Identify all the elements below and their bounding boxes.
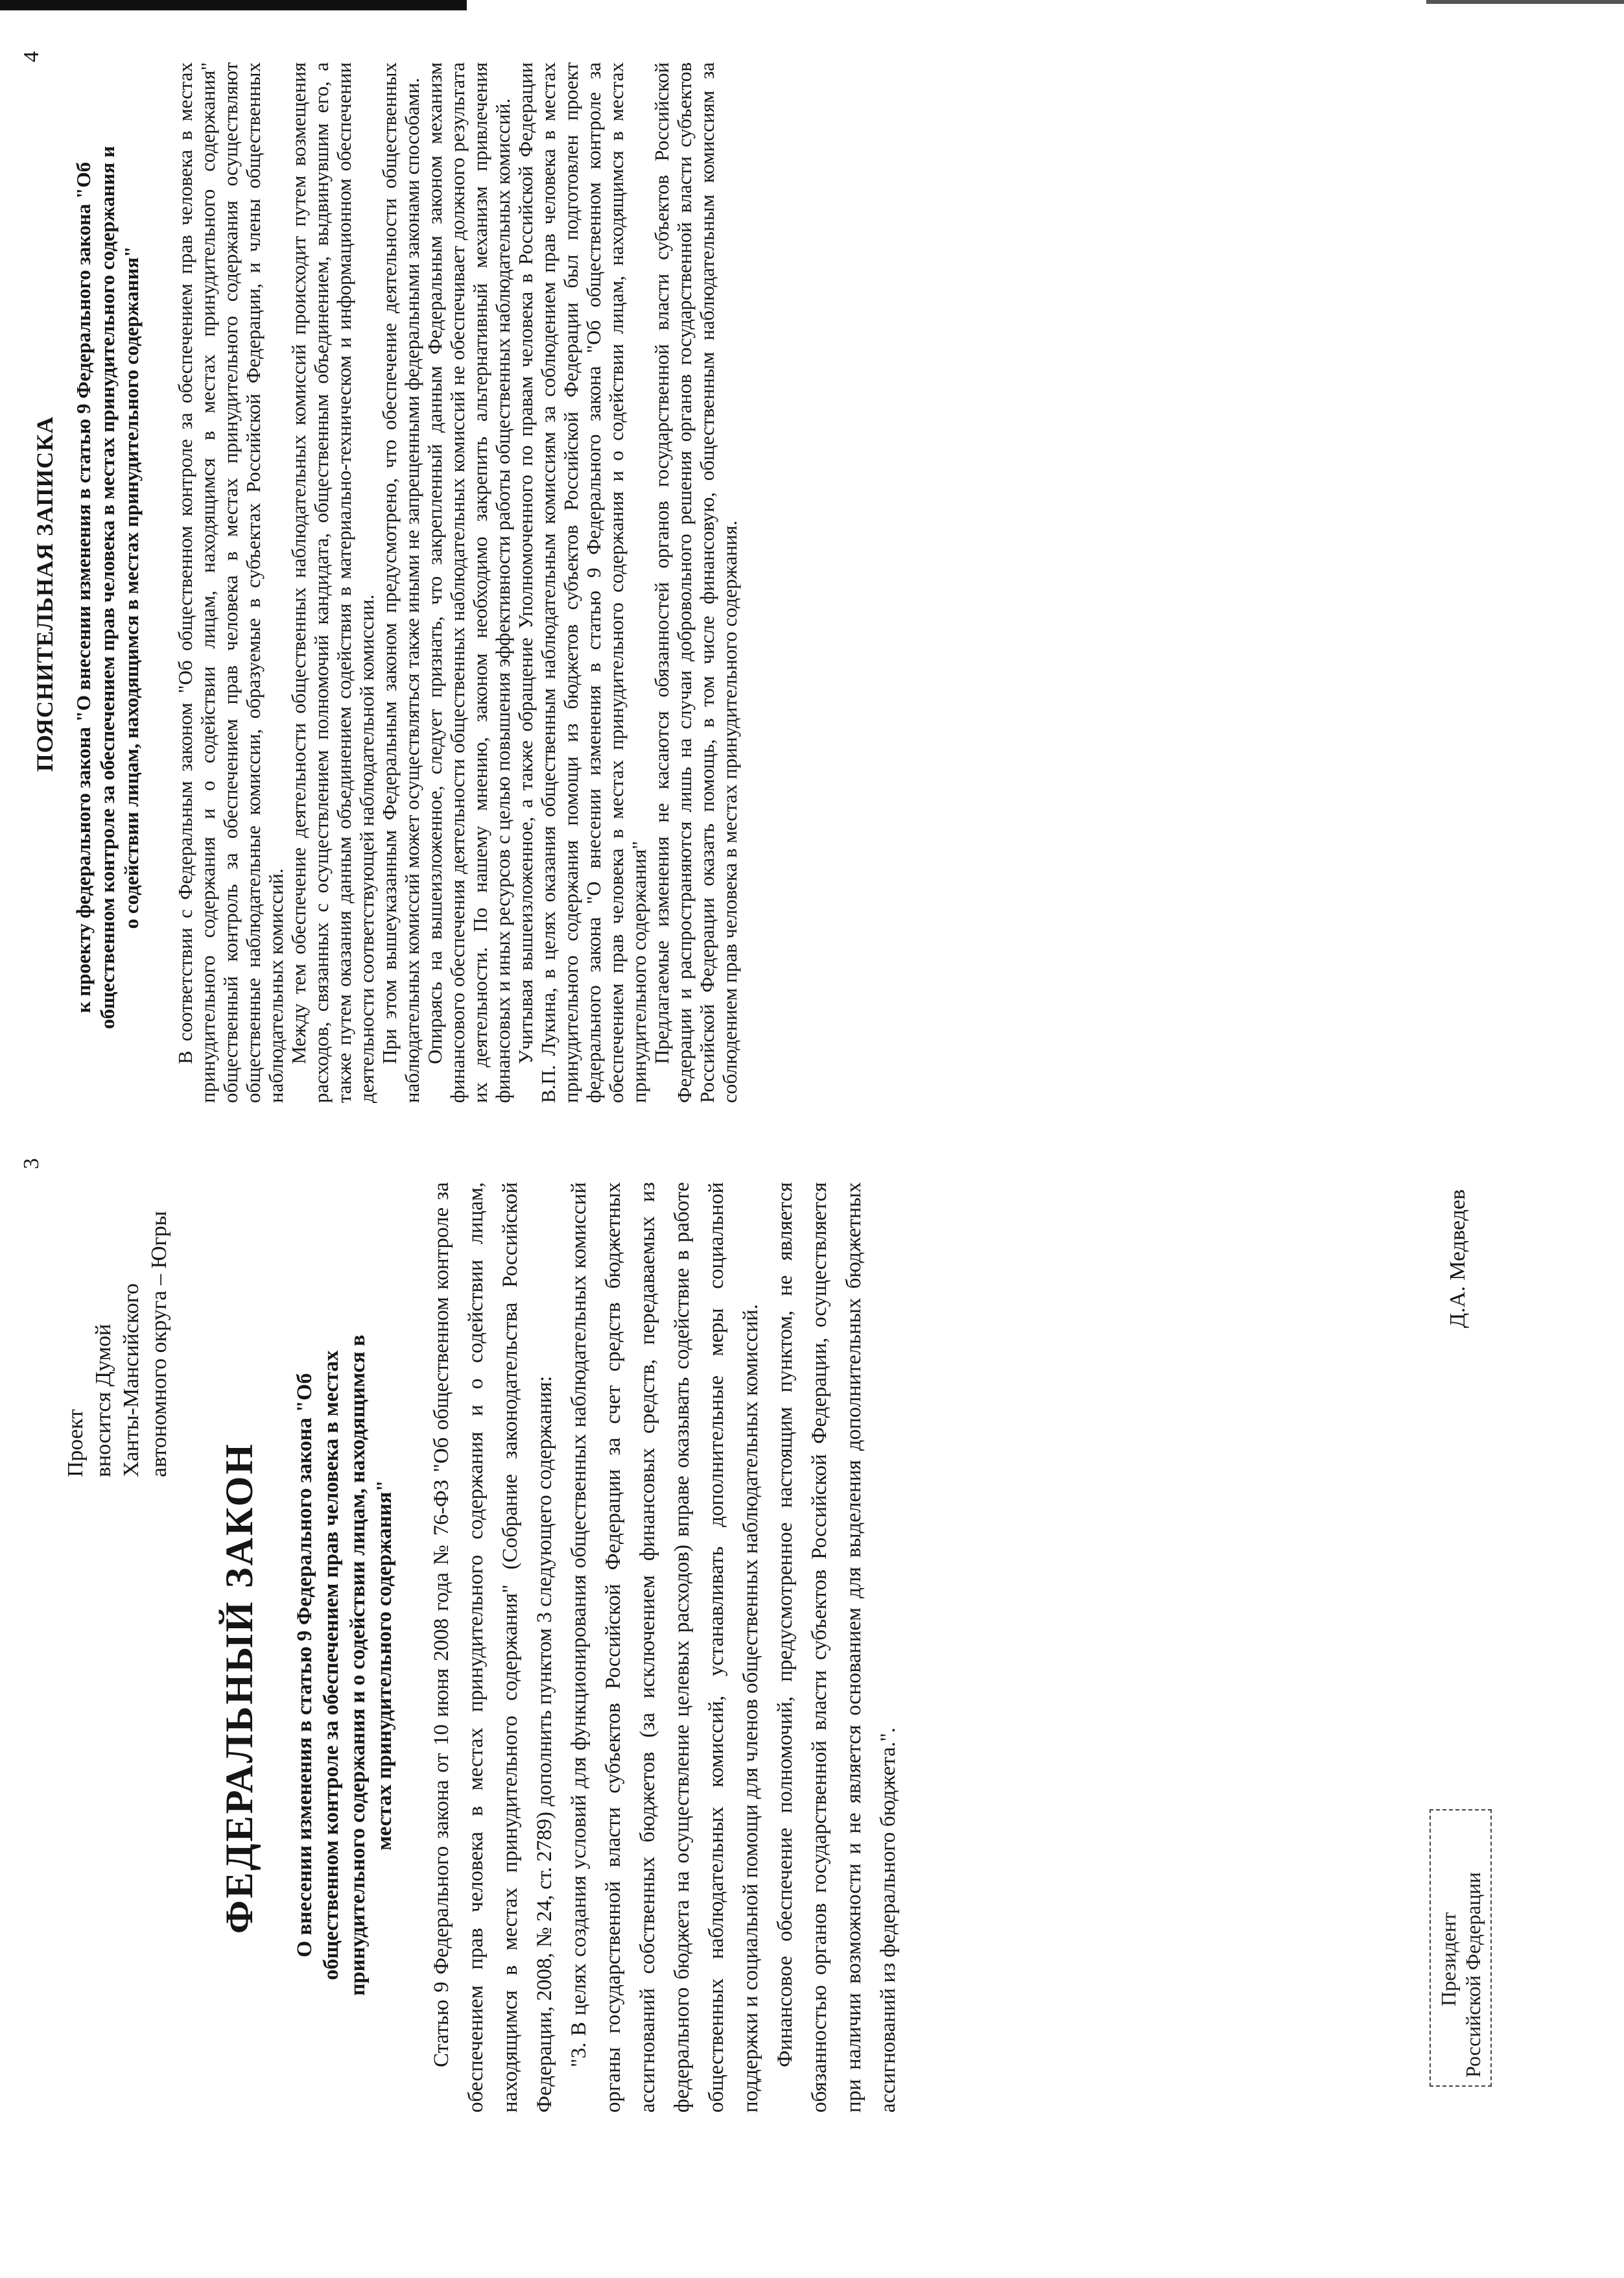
corner-mark: 4 — [19, 51, 43, 62]
region-line-1: Ханты-Мансийского — [119, 1283, 143, 1477]
introduced-by: вносится Думой — [91, 1323, 115, 1477]
note-body — [174, 62, 741, 1103]
law-body — [425, 1182, 906, 2113]
law-page — [0, 1139, 1624, 2278]
region-line-2: автономного округа – Югры — [147, 1211, 171, 1477]
law-title: ФЕДЕРАЛЬНЫЙ ЗАКОН — [218, 1442, 261, 1934]
law-subtitle: О внесении изменения в статью 9 Федерального закона "Об общественном контроле за обеспечением прав человека в местах принудительного содержания и о содействии лицам, находящимся в местах принудительного содержания" — [293, 1335, 396, 1996]
signature-name: Д.А. Медведев — [1446, 1189, 1470, 1328]
note-paragraph: В соответствии с Федеральным законом "Об общественном контроле за обеспечением прав человека в местах принудительного содержания и о содействии лицам, находящимся в местах принудительного содержания" общественный контроль за обеспечением прав человека в местах принудительного содержания осуществляют общественные наблюдательные комиссии, образуемые в субъектах Российской Федерации, и члены общественных наблюдательных комиссий. — [174, 62, 287, 1103]
stamp-line-2: Российской Федерации — [1461, 1872, 1485, 2078]
stamp-line-1: Президент — [1437, 1912, 1460, 2006]
note-paragraph: Учитывая вышеизложенное, а также обращение Уполномоченного по правам человека в Российской Федерации В.П. Лукина, в целях оказания общественным наблюдательным комиссиям за соблюдением прав человека в местах принудительного содержания помощи из бюджетов субъектов Российской Федерации был подготовлен проект федерального закона "О внесении изменения в статью 9 Федерального закона "Об общественном контроле за обеспечением прав человека в местах принудительного содержания и о содействии лицам, находящимся в местах принудительного содержания" — [514, 62, 650, 1103]
law-paragraph: Статью 9 Федерального закона от 10 июня 2008 года № 76-ФЗ "Об общественном контроле за обеспечением прав человека в местах принудительного содержания и о содействии лицам, находящимся в местах принудительного содержания" (Собрание законодательства Российской Федерации, 2008, № 24, ст. 2789) дополнить пунктом 3 следующего содержания: — [430, 1182, 556, 2113]
note-paragraph: При этом вышеуказанным Федеральным законом предусмотрено, что обеспечение деятельности общественных наблюдательных комиссий может осуществляться также иными не запрещенными федеральными законами способами. — [378, 62, 423, 1103]
note-paragraph: Предлагаемые изменения не касаются обязанностей органов государственной власти субъектов Российской Федерации и распространяются лишь на случаи добровольного решения органов государственной власти субъектов Российской Федерации оказать помощь, в том числе финансовую, общественным наблюдательным комиссиям за соблюдением прав человека в местах принудительного содержания. — [650, 62, 741, 1103]
presidential-stamp — [1430, 1809, 1492, 2087]
law-paragraph: "3. В целях создания условий для функционирования общественных наблюдательных комиссий органы государственной власти субъектов Российской Федерации за счет средств бюджетных ассигнований собственных бюджетов (за исключением финансовых средств, передаваемых из федерального бюджета на осуществление целевых расходов) вправе оказывать содействие в работе общественных наблюдательных комиссий, устанавливать дополнительные меры социальной поддержки и социальной помощи для членов общественных наблюдательных комиссий. — [567, 1182, 762, 2113]
project-label: Проект — [64, 1409, 88, 1477]
note-paragraph: Опираясь на вышеизложенное, следует признать, что закрепленный данным Федеральным законом механизм финансового обеспечения деятельности общественных наблюдательных комиссий не обеспечивает должного результата их деятельности. По нашему мнению, законом необходимо закрепить альтернативный механизм привлечения финансовых и иных ресурсов с целью повышения эффективности работы общественных наблюдательных комиссий. — [423, 62, 514, 1103]
note-paragraph: Между тем обеспечение деятельности общественных наблюдательных комиссий происходит путем возмещения расходов, связанных с осуществлением полномочий кандидата, общественным объединением, выдвинувшим его, а также путем оказания данным объединением содействия в материально-техническом и информационном обеспечении деятельности соответствующей наблюдательной комиссии. — [287, 62, 378, 1103]
note-title: ПОЯСНИТЕЛЬНАЯ ЗАПИСКА — [32, 416, 58, 772]
page-number: 3 — [19, 1158, 43, 1169]
note-subtitle: к проекту федерального закона "О внесении изменения в статью 9 Федерального закона "Об общественном контроле за обеспечением прав человека в местах принудительного содержания и о содействии лицам, находящимся в местах принудительного содержания" — [72, 146, 143, 1029]
project-header — [62, 1192, 173, 1477]
law-paragraph: Финансовое обеспечение полномочий, предусмотренное настоящим пунктом, не является обязанностью органов государственной власти субъектов Российской Федерации, осуществляется при наличии возможности и не является основанием для выделения дополнительных бюджетных ассигнований из федерального бюджета.". — [773, 1182, 900, 2113]
